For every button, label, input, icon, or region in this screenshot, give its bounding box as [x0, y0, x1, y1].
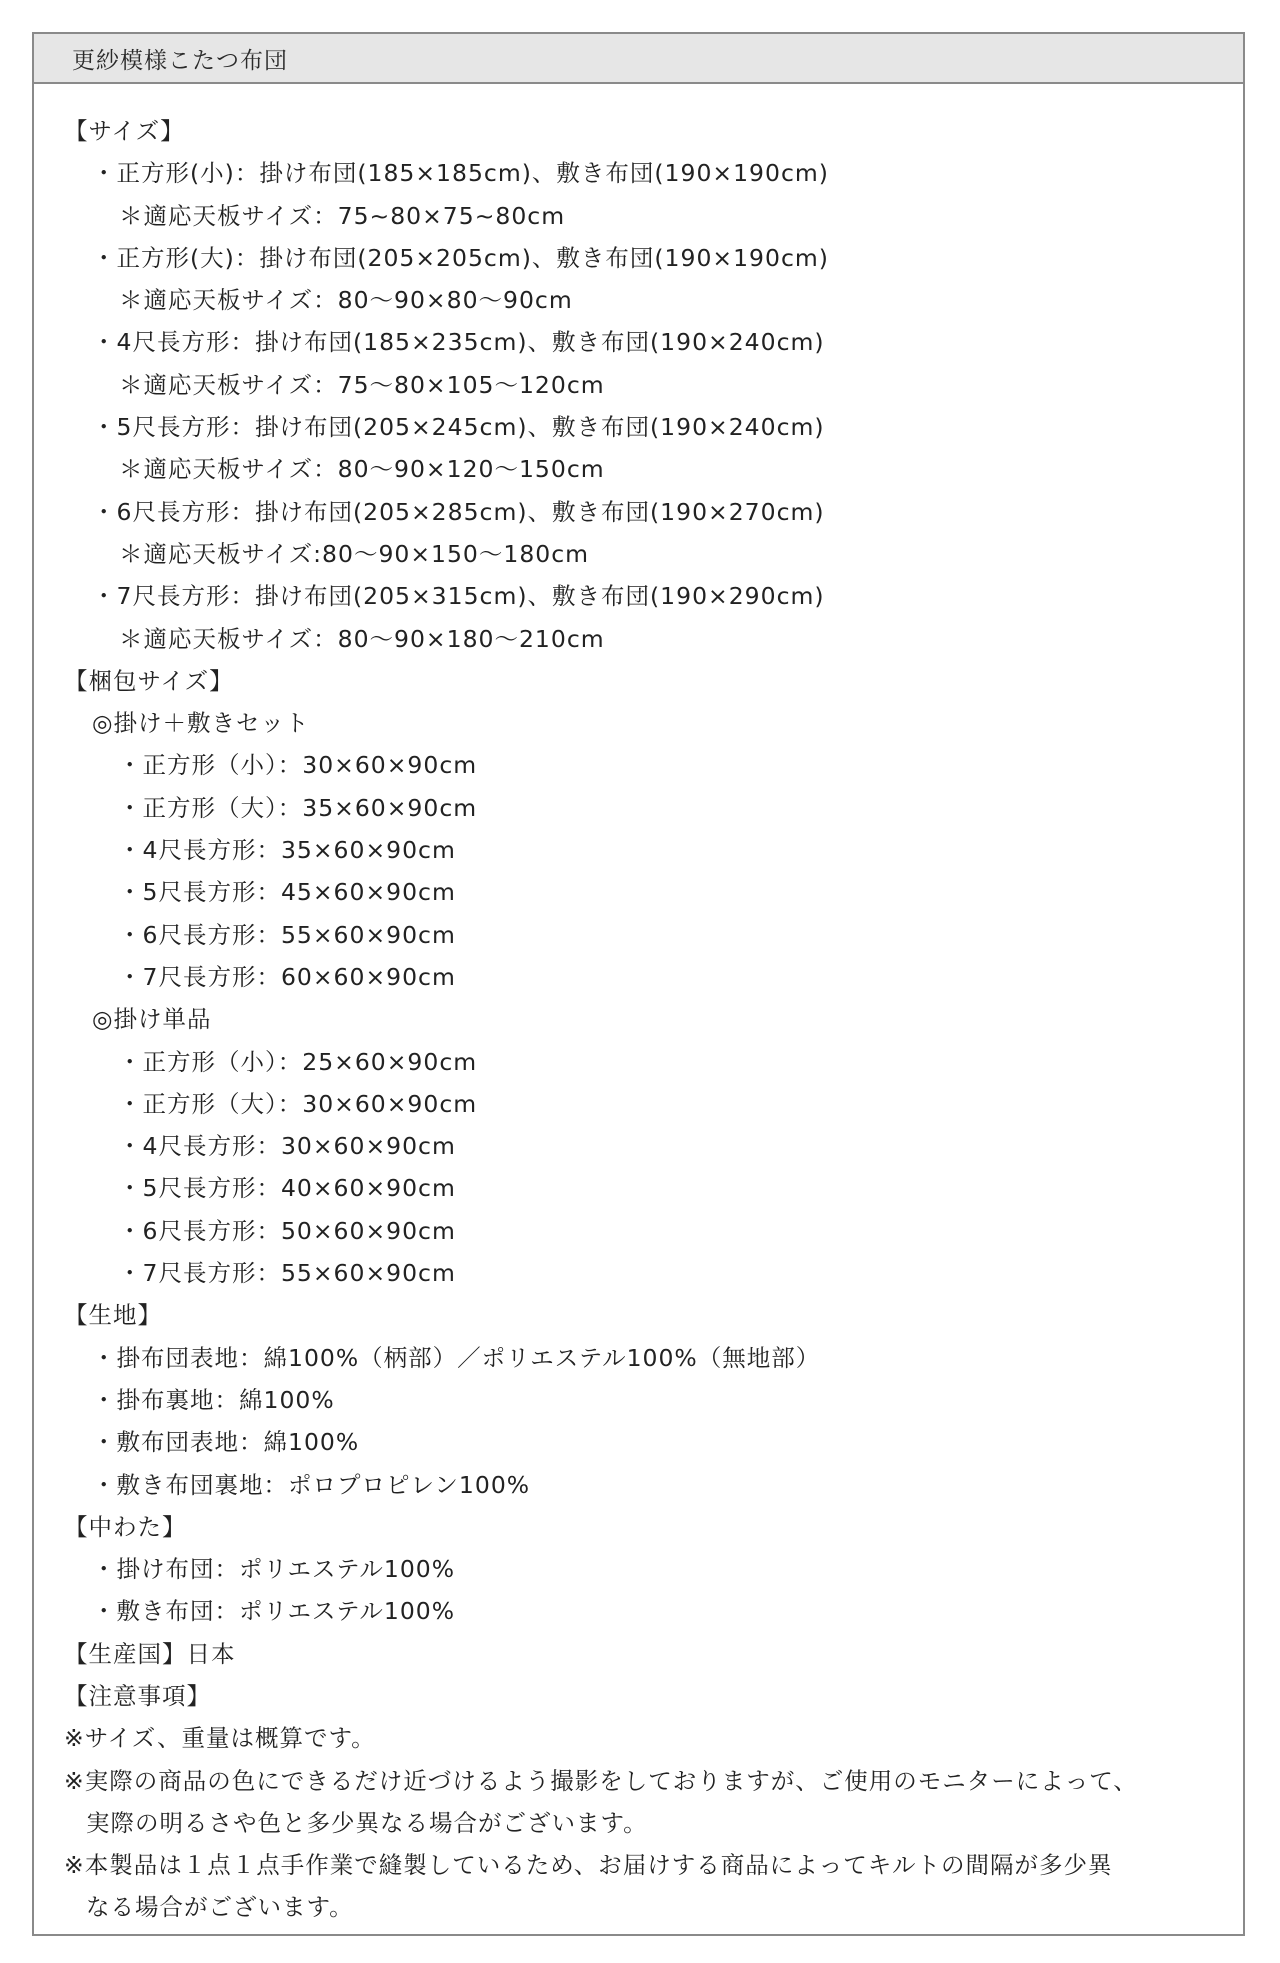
package-item: ・正方形（大）：35×60×90cm — [118, 793, 478, 822]
size-item: ・6尺長方形：掛け布団(205×285cm)、敷き布団(190×270cm) — [92, 497, 825, 526]
filling-item: ・掛け布団：ポリエステル100% — [92, 1555, 456, 1584]
fabric-item: ・掛布裏地：綿100% — [92, 1385, 335, 1414]
section-heading-fabric: 【生地】 — [64, 1301, 162, 1330]
package-item: ・4尺長方形：30×60×90cm — [118, 1132, 456, 1161]
country-of-origin: 【生産国】日本 — [64, 1639, 236, 1668]
size-item: ・4尺長方形：掛け布団(185×235cm)、敷き布団(190×240cm) — [92, 328, 825, 357]
note-item: ※サイズ、重量は概算です。 — [64, 1724, 376, 1753]
package-item: ・6尺長方形：50×60×90cm — [118, 1216, 456, 1245]
package-item: ・5尺長方形：40×60×90cm — [118, 1174, 456, 1203]
size-note: ＊適応天板サイズ：75~80×75~80cm — [119, 201, 566, 230]
size-note: ＊適応天板サイズ：80～90×120～150cm — [119, 455, 605, 484]
size-note: ＊適応天板サイズ:80～90×150～180cm — [119, 539, 590, 568]
size-note: ＊適応天板サイズ：75～80×105～120cm — [119, 370, 605, 399]
package-group-heading: ◎掛け＋敷きセット — [92, 709, 310, 738]
note-item: ※実際の商品の色にできるだけ近づけるよう撮影をしておりますが、ご使用のモニターによって、 — [64, 1766, 1138, 1795]
package-item: ・7尺長方形：55×60×90cm — [118, 1259, 456, 1288]
package-item: ・正方形（小）：25×60×90cm — [118, 1047, 478, 1076]
package-item: ・4尺長方形：35×60×90cm — [118, 836, 456, 865]
size-item: ・正方形(小)：掛け布団(185×185cm)、敷き布団(190×190cm) — [92, 159, 829, 188]
package-item: ・正方形（大）：30×60×90cm — [118, 1089, 478, 1118]
section-heading-package: 【梱包サイズ】 — [64, 666, 234, 695]
spec-panel — [32, 32, 1245, 1936]
size-note: ＊適応天板サイズ：80～90×80～90cm — [119, 286, 573, 315]
package-item: ・7尺長方形：60×60×90cm — [118, 962, 456, 991]
note-item-continued: なる場合がございます。 — [86, 1893, 354, 1922]
note-item: ※本製品は１点１点手作業で縫製しているため、お届けする商品によってキルトの間隔が多少異 — [64, 1851, 1113, 1880]
panel-title: 更紗模様こたつ布団 — [34, 34, 1243, 84]
section-heading-size: 【サイズ】 — [64, 117, 185, 145]
fabric-item: ・敷き布団裏地：ポロプロピレン100% — [92, 1470, 531, 1499]
filling-item: ・敷き布団：ポリエステル100% — [92, 1597, 456, 1626]
spec-content — [64, 110, 1223, 1929]
section-heading-notes: 【注意事項】 — [64, 1681, 211, 1710]
package-item: ・5尺長方形：45×60×90cm — [118, 878, 456, 907]
package-group-heading: ◎掛け単品 — [92, 1005, 212, 1034]
package-item: ・正方形（小）：30×60×90cm — [118, 751, 478, 780]
section-heading-filling: 【中わた】 — [64, 1512, 187, 1541]
fabric-item: ・敷布団表地：綿100% — [92, 1428, 360, 1457]
fabric-item: ・掛布団表地：綿100%（柄部）／ポリエステル100%（無地部） — [92, 1343, 821, 1372]
size-item: ・7尺長方形：掛け布団(205×315cm)、敷き布団(190×290cm) — [92, 582, 825, 611]
note-item-continued: 実際の明るさや色と多少異なる場合がございます。 — [86, 1808, 648, 1837]
size-note: ＊適応天板サイズ：80～90×180～210cm — [119, 624, 605, 653]
size-item: ・5尺長方形：掛け布団(205×245cm)、敷き布団(190×240cm) — [92, 413, 825, 442]
package-item: ・6尺長方形：55×60×90cm — [118, 920, 456, 949]
size-item: ・正方形(大)：掛け布団(205×205cm)、敷き布団(190×190cm) — [92, 243, 829, 272]
